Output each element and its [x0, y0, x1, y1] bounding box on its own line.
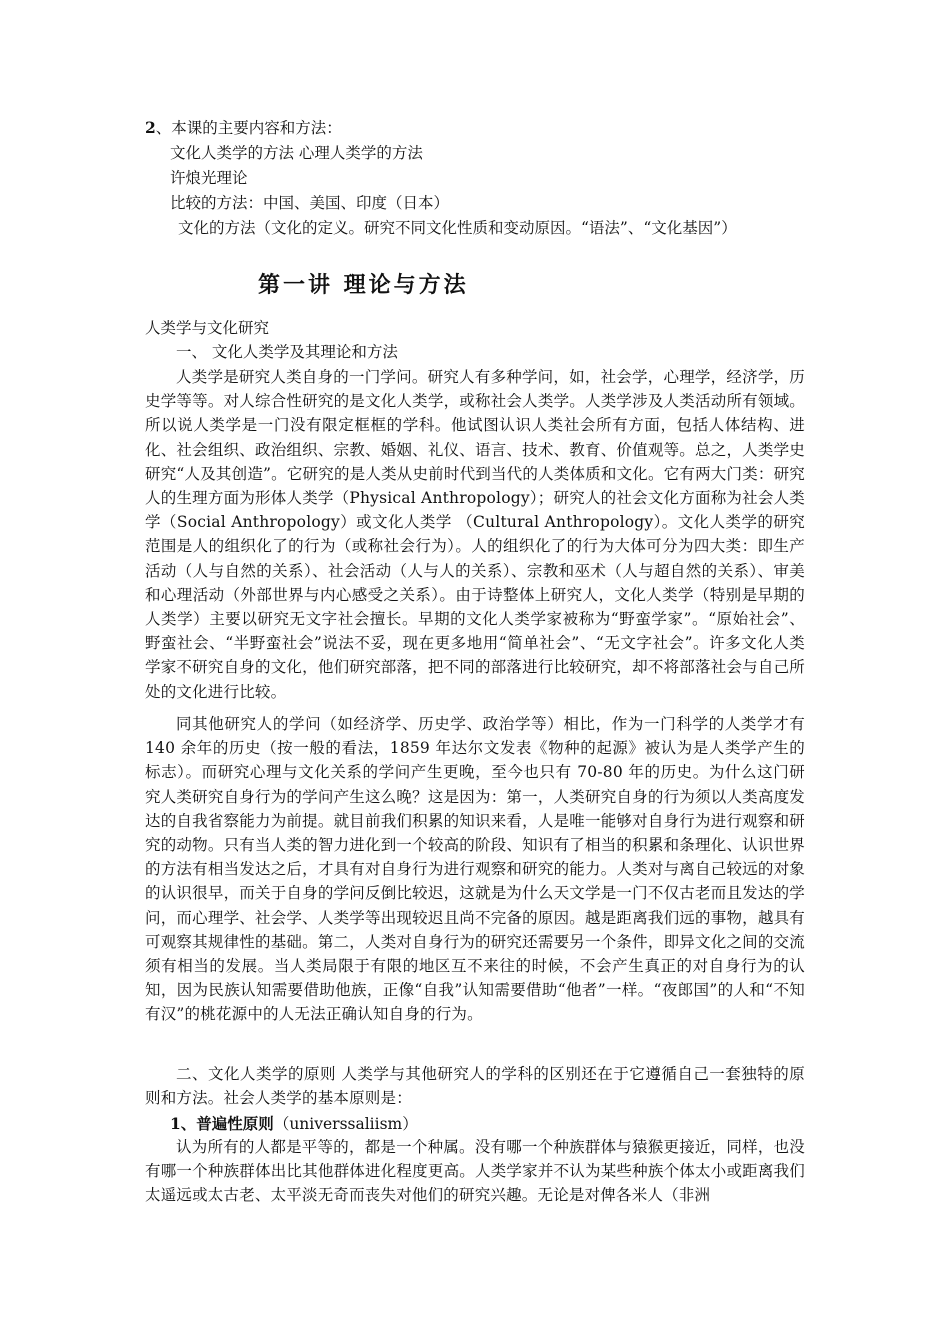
intro-item-3: 比较的方法：中国、美国、印度（日本） [170, 194, 450, 212]
intro-item-2: 许烺光理论 [170, 169, 248, 187]
paragraph-4: 认为所有的人都是平等的，都是一个种属。没有哪一个种族群体与猿猴更接近，同样，也没有哪一个种族群体出比其他群体进化程度更高。人类学家并不认为某些种族个体太小或距离我们太遥远或太古老、太平淡无奇而丧失对他们的研究兴趣。无论是对俾各米人（非洲 [145, 1138, 805, 1205]
intro-heading [145, 117, 342, 139]
paragraph-3: 二、文化人类学的原则 人类学与其他研究人的学科的区别还在于它遵循自己一套独特的原则和方法。社会人类学的基本原则是： [145, 1065, 805, 1108]
intro-heading-text: 、本课的主要内容和方法： [155, 119, 342, 137]
paragraph-1: 人类学是研究人类自身的一门学问。研究人有多种学问，如，社会学，心理学，经济学，历史学等等。对人综合性研究的是文化人类学，或称社会人类学。人类学涉及人类活动所有领域。所以说人类学是一门没有限定框框的学科。他试图认识人类社会所有方面，包括人体结构、进化、社会组织、政治组织、宗教、婚姻、礼仪、语言、技术、教育、价值观等。总之，人类学史研究“人及其创造”。它研究的是人类从史前时代到当代的人类体质和文化。它有两大门类：研究人的生理方面为形体人类学（Physical Anthropology）；研究人的社会文化方面称为社会人类学（Social Anthropology）或文化人类学 （Cultural Anthropology）。文化人类学的研究范围是人的组织化了的行为（或称社会行为）。人的组织化了的行为大体可分为四大类：即生产活动（人与自然的关系）、社会活动（人与人的关系）、宗教和巫术（人与超自然的关系）、审美和心理活动（外部世界与内心感受之关系）。由于诗整体上研究人，文化人类学（特别是早期的人类学）主要以研究无文字社会擅长。早期的文化人类学家被称为“野蛮学家”。“原始社会”、野蛮社会、“半野蛮社会”说法不妥，现在更多地用“简单社会”、“无文字社会”。许多文化人类学家不研究自身的文化，他们研究部落，把不同的部落进行比较研究，却不将部落社会与自己所处的文化进行比较。 [145, 368, 805, 701]
intro-heading-number: 2 [145, 118, 156, 137]
section1-heading: 一、 文化人类学及其理论和方法 [176, 343, 398, 361]
principle-1-heading [170, 1113, 418, 1135]
intro-item-1: 文化人类学的方法 心理人类学的方法 [170, 144, 423, 162]
section-label: 人类学与文化研究 [145, 319, 270, 337]
intro-item-4: 文化的方法（文化的定义。研究不同文化性质和变动原因。“语法”、“文化基因”） [178, 219, 737, 237]
principle-1-label: 、普遍性原则 [180, 1114, 274, 1133]
paragraph-2: 同其他研究人的学问（如经济学、历史学、政治学等）相比，作为一门科学的人类学才有 140 余年的历史（按一般的看法，1859 年达尔文发表《物种的起源》被认为是人类学产生的标志）。而研究心理与文化关系的学问产生更晚，至今也只有 70-80 年的历史。为什么这门研究人类研究自身行为的学问产生这么晚？这是因为：第一，人类研究自身的行为须以人类高度发达的自我省察能力为前提。就目前我们积累的知识来看，人是唯一能够对自身行为进行观察和研究的动物。只有当人类的智力进化到一个较高的阶段、知识有了相当的积累和条理化、认识世界的方法有相当发达之后，才具有对自身行为进行观察和研究的能力。人类对与离自己较远的对象的认识很早，而关于自身的学问反倒比较迟，这就是为什么天文学是一门不仅古老而且发达的学问，而心理学、社会学、人类学等出现较迟且尚不完备的原因。越是距离我们远的事物，越具有可观察其规律性的基础。第二，人类对自身行为的研究还需要另一个条件，即异文化之间的交流须有相当的发展。当人类局限于有限的地区互不来往的时候，不会产生真正的对自身行为的认知，因为民族认知需要借助他族，正像“自我”认知需要借助“他者”一样。“夜郎国”的人和“不知有汉”的桃花源中的人无法正确认知自身的行为。 [145, 715, 805, 1024]
principle-1-latin: （universsaliism） [273, 1115, 418, 1133]
principle-1-number: 1 [170, 1114, 181, 1133]
lecture-title: 第一讲 理论与方法 [258, 273, 469, 298]
